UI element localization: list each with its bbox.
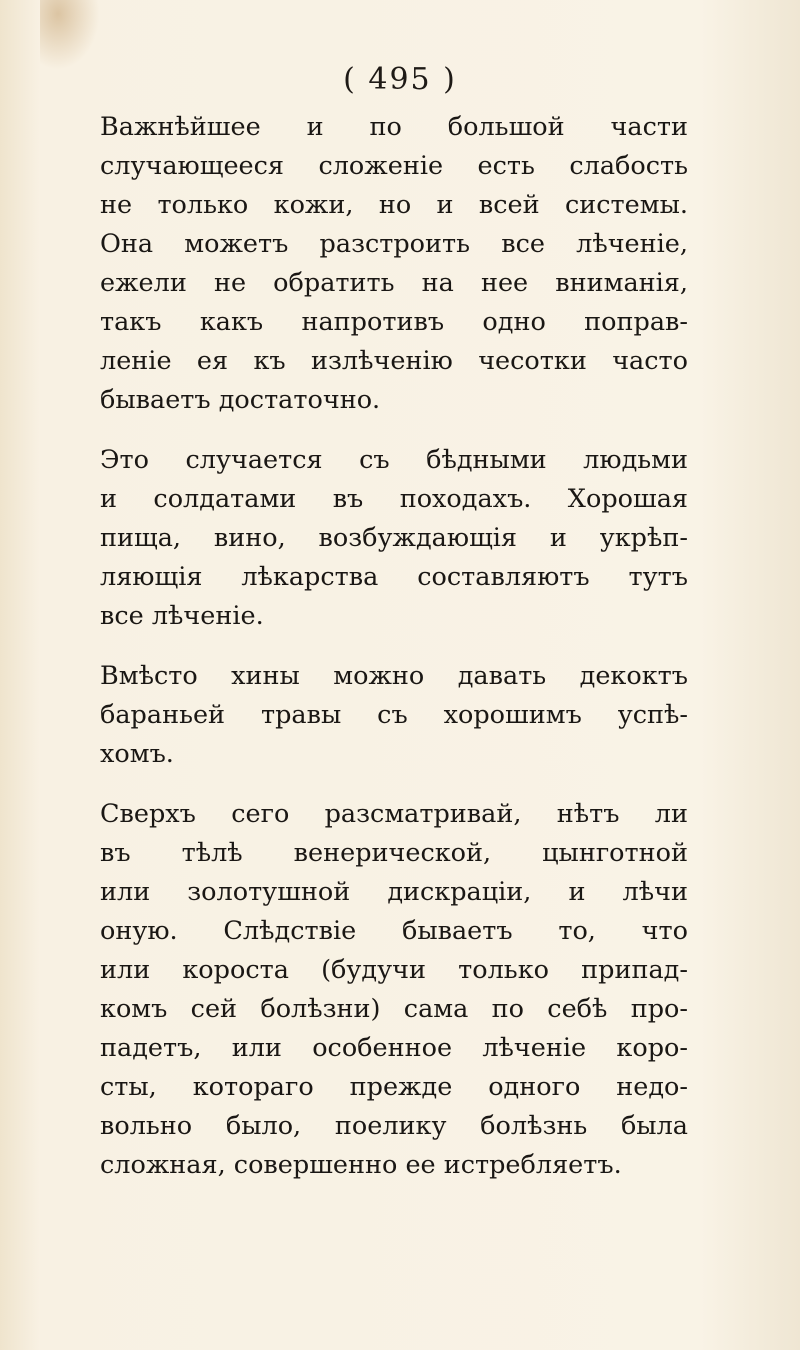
paragraph-2 <box>100 441 688 636</box>
page-number: ( 495 ) <box>343 62 457 97</box>
page-stain <box>40 0 100 70</box>
text-line: падетъ, или особенное лѣченiе коро- <box>100 1033 688 1063</box>
text-line: Сверхъ сего разсматривай, нѣтъ ли <box>100 799 688 829</box>
text-line: Это случается съ бѣдными людьми <box>100 445 688 475</box>
text-line: не только кожи, но и всей системы. <box>100 190 688 220</box>
text-line: хомъ. <box>100 739 174 769</box>
text-line: пища, вино, возбуждающiя и укрѣп- <box>100 523 688 553</box>
text-line: ляющiя лѣкарства составляютъ тутъ <box>100 562 688 592</box>
text-line: ежели не обратить на нее вниманiя, <box>100 268 688 298</box>
text-line: бараньей травы съ хорошимъ успѣ- <box>100 700 688 730</box>
text-line: ленiе ея къ излѣченiю чесотки часто <box>100 346 688 376</box>
text-line: или золотушной дискрацiи, и лѣчи <box>100 877 688 907</box>
text-line: въ тѣлѣ венерической, цынготной <box>100 838 688 868</box>
paragraph-3 <box>100 657 688 774</box>
text-line: Она можетъ разстроить все лѣченiе, <box>100 229 688 259</box>
text-line: бываетъ достаточно. <box>100 385 381 415</box>
paragraph-4 <box>100 795 688 1185</box>
text-line: Важнѣйшее и по большой части <box>100 112 688 142</box>
text-line: все лѣченiе. <box>100 601 264 631</box>
text-line: сты, котораго прежде одного недо- <box>100 1072 688 1102</box>
text-line: или короста (будучи только припад- <box>100 955 688 985</box>
text-line: случающееся сложенiе есть слабость <box>100 151 688 181</box>
paragraph-1 <box>100 108 688 420</box>
text-line: Вмѣсто хины можно давать декоктъ <box>100 661 688 691</box>
body-text <box>100 108 688 1206</box>
text-line: оную. Слѣдствiе бываетъ то, что <box>100 916 688 946</box>
text-line: такъ какъ напротивъ одно поправ- <box>100 307 688 337</box>
text-line: вольно было, поелику болѣзнь была <box>100 1111 688 1141</box>
text-line: комъ сей болѣзни) сама по себѣ про- <box>100 994 688 1024</box>
text-line: и солдатами въ походахъ. Хорошая <box>100 484 688 514</box>
text-line: сложная, совершенно ее истребляетъ. <box>100 1150 622 1180</box>
